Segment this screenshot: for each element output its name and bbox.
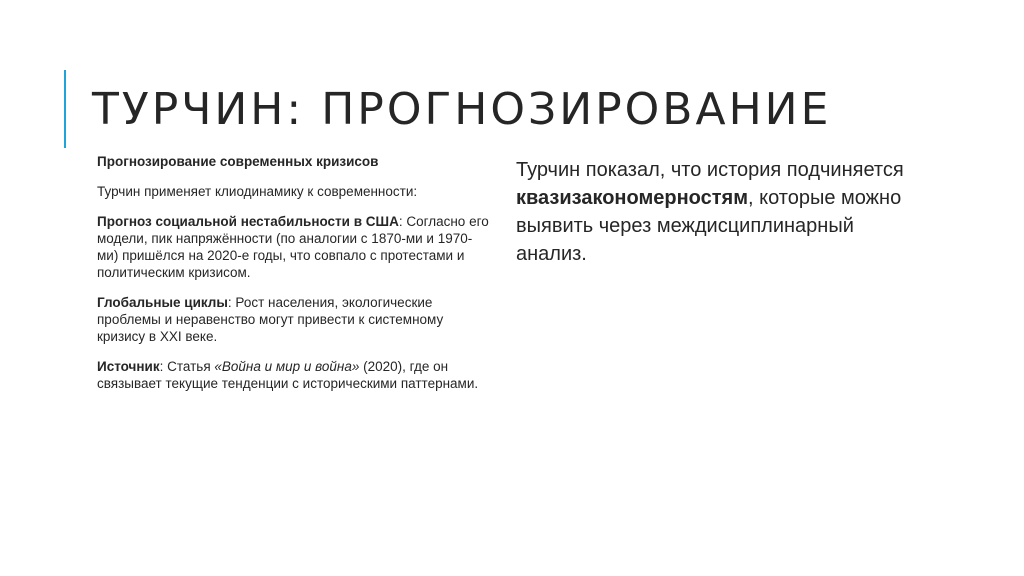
global-cycles-text: : Рост населения, экологические проблемы и неравенство могут привести к системному кризису в XXI веке. [97,295,444,344]
title-accent-bar [64,70,66,148]
section-heading [97,153,489,170]
source-label: Источник [97,359,160,374]
source-title: «Война и мир и война» [214,359,360,374]
global-cycles-label: Глобальные циклы [97,295,228,310]
intro-paragraph: Турчин применяет клиодинамику к современности: [97,184,418,199]
usa-forecast-label: Прогноз социальной нестабильности в США [97,214,399,229]
left-text-column [97,153,489,405]
summary-highlight: квазизакономерностям [516,187,748,209]
summary-text-after: , которые можно выявить через междисциплинарный анализ. [516,187,902,265]
slide-title: ТУРЧИН: ПРОГНОЗИРОВАНИЕ [92,84,832,135]
summary-text-before: Турчин показал, что история подчиняется [516,159,904,181]
source-text-before: : Статья [159,359,215,374]
source-text-after: (2020), где он связывает текущие тенденции с историческими паттернами. [97,359,479,391]
section-heading-text: Прогнозирование современных кризисов [97,154,379,169]
global-cycles-paragraph [97,294,489,345]
right-text-column [516,156,906,268]
usa-forecast-text: : Согласно его модели, пик напряжённости (по аналогии с 1870-ми и 1970-ми) пришёлся на 2020-е годы, что совпало с протестами и политическим кризисом. [97,214,489,280]
usa-forecast-paragraph [97,213,489,281]
source-paragraph [97,358,489,392]
summary-paragraph [516,156,906,268]
